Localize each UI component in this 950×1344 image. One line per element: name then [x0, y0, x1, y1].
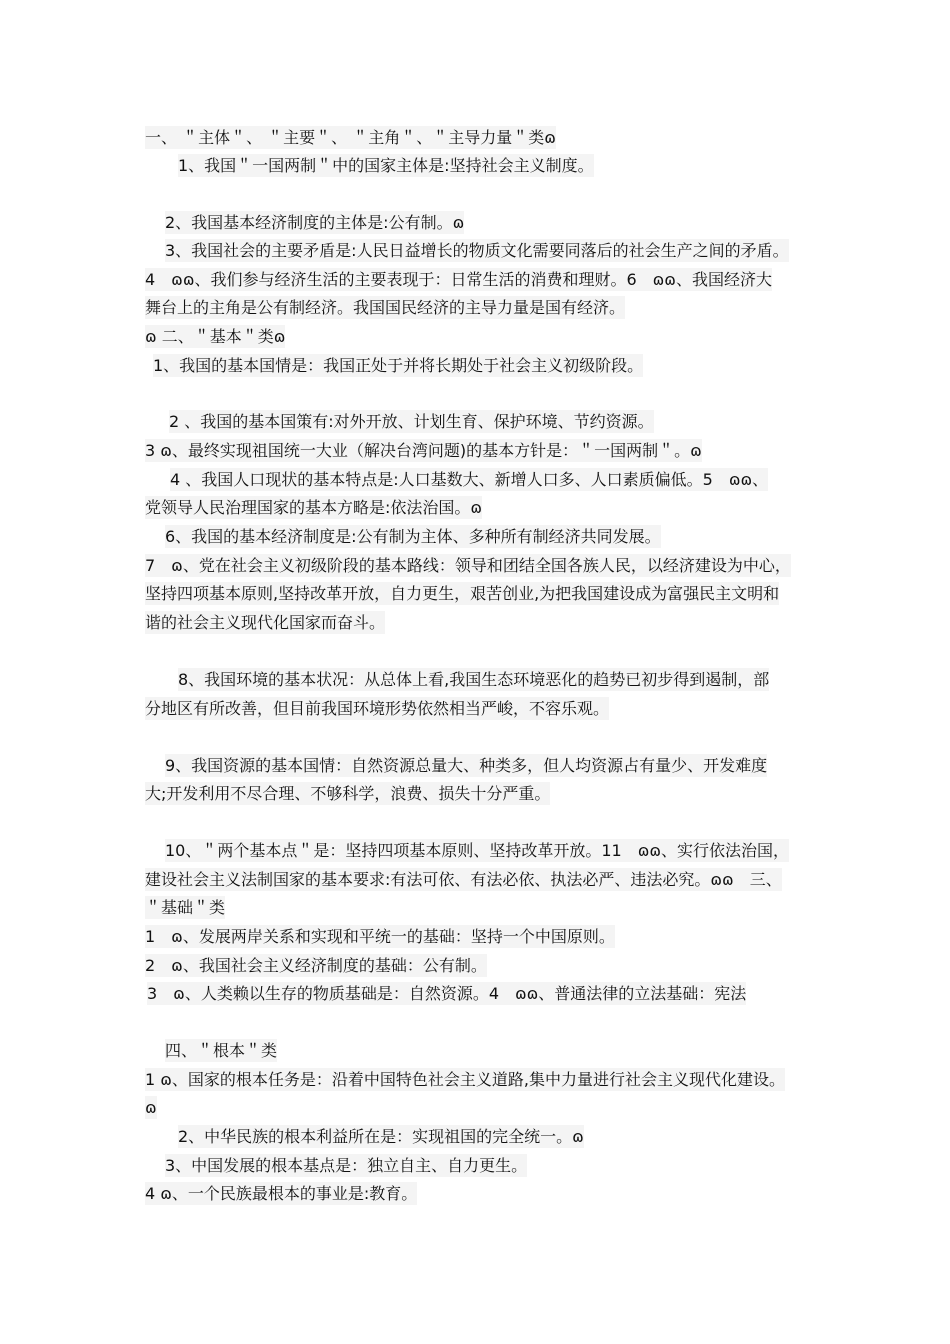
doc-line — [165, 240, 789, 262]
doc-line-text: 分地区有所改善，但目前我国环境形势依然相当严峻，不容乐观。 — [145, 699, 610, 718]
doc-line — [145, 926, 615, 948]
doc-line-text: 1、我国的基本国情是：我国正处于并将长期处于社会主义初级阶段。 — [153, 356, 644, 375]
doc-line — [165, 212, 464, 234]
doc-line — [145, 698, 609, 720]
doc-line-text: 9、我国资源的基本国情：自然资源总量大、种类多，但人均资源占有量少、开发难度 — [165, 756, 768, 775]
doc-line-text: 2 、我国的基本国策有:对外开放、计划生育、保护环境、节约资源。 — [169, 412, 654, 431]
doc-line — [178, 155, 594, 177]
doc-line-text: 3、我国社会的主要矛盾是:人民日益增长的物质文化需要同落后的社会生产之间的矛盾。 — [165, 241, 789, 260]
doc-line — [170, 469, 768, 491]
doc-line — [145, 555, 791, 577]
doc-line-text: 2、中华民族的根本利益所在是：实现祖国的完全统一。ɷ — [178, 1127, 584, 1146]
doc-line-text: ɷ 二、＂基本＂类ɷ — [145, 327, 286, 346]
doc-line — [165, 526, 661, 548]
doc-line-text: 大;开发利用不尽合理、不够科学，浪费、损失十分严重。 — [145, 784, 551, 803]
doc-line-text: 谐的社会主义现代化国家而奋斗。 — [145, 613, 386, 632]
doc-line — [145, 497, 482, 519]
doc-line-text: 建设社会主义法制国家的基本要求:有法可依、有法必依、执法必严、违法必究。ɷɷ 三、 — [145, 870, 782, 889]
doc-line — [145, 1183, 417, 1205]
doc-line-text: 坚持四项基本原则,坚持改革开放，自力更生，艰苦创业,为把我国建设成为富强民主文明和 — [145, 584, 780, 603]
doc-line — [178, 1126, 584, 1148]
doc-line — [145, 1069, 785, 1091]
doc-line — [178, 669, 769, 691]
doc-line — [145, 783, 550, 805]
doc-line-text: 四、＂根本＂类 — [165, 1041, 278, 1060]
doc-line-text: 党领导人民治理国家的基本方略是:依法治国。ɷ — [145, 498, 483, 517]
doc-line — [145, 326, 285, 348]
doc-line-text: 8、我国环境的基本状况：从总体上看,我国生态环境恶化的趋势已初步得到遏制，部 — [178, 670, 770, 689]
doc-line — [145, 897, 225, 919]
doc-line-text: 一、 ＂主体＂、 ＂主要＂、 ＂主角＂、＂主导力量＂类ɷ — [145, 128, 556, 147]
doc-line — [145, 583, 779, 605]
doc-line — [169, 411, 654, 433]
doc-line-text: 6、我国的基本经济制度是:公有制为主体、多种所有制经济共同发展。 — [165, 527, 661, 546]
doc-line-text: 1 ɷ、国家的根本任务是：沿着中国特色社会主义道路,集中力量进行社会主义现代化建设。 — [145, 1070, 786, 1089]
doc-line — [145, 869, 782, 891]
doc-line-text: 4 、我国人口现状的基本特点是:人口基数大、新增人口多、人口素质偏低。5 ɷɷ、 — [170, 470, 769, 489]
doc-line — [145, 1097, 157, 1119]
doc-line-text: 2 ɷ、我国社会主义经济制度的基础：公有制。 — [145, 956, 487, 975]
doc-line — [145, 269, 772, 291]
doc-line-text: 2、我国基本经济制度的主体是:公有制。ɷ — [165, 213, 465, 232]
doc-line-text: 3 ɷ、最终实现祖国统一大业（解决台湾问题)的基本方针是：＂一国两制＂。ɷ — [145, 441, 702, 460]
doc-line-text: 4 ɷ、一个民族最根本的事业是:教育。 — [145, 1184, 418, 1203]
doc-line — [145, 127, 556, 149]
doc-line-text: ＂基础＂类 — [145, 898, 226, 917]
doc-line — [153, 355, 643, 377]
doc-line — [165, 840, 789, 862]
doc-line — [145, 440, 702, 462]
doc-line — [165, 1155, 527, 1177]
doc-line-text: 3、中国发展的根本基点是：独立自主、自力更生。 — [165, 1156, 528, 1175]
doc-line — [165, 755, 767, 777]
doc-line — [145, 955, 487, 977]
doc-line — [145, 297, 625, 319]
doc-line-text: ɷ — [145, 1098, 157, 1117]
doc-line-text: 1 ɷ、发展两岸关系和实现和平统一的基础：坚持一个中国原则。 — [145, 927, 615, 946]
doc-line-text: 4 ɷɷ、我们参与经济生活的主要表现于：日常生活的消费和理财。6 ɷɷ、我国经济大 — [145, 270, 772, 289]
doc-line-text: 1、我国＂一国两制＂中的国家主体是:坚持社会主义制度。 — [178, 156, 594, 175]
doc-line-text: 7 ɷ、党在社会主义初级阶段的基本路线：领导和团结全国各族人民，以经济建设为中心， — [145, 556, 791, 575]
doc-line-text: 舞台上的主角是公有制经济。我国国民经济的主导力量是国有经济。 — [145, 298, 626, 317]
doc-line-text: 10、＂两个基本点＂是：坚持四项基本原则、坚持改革开放。11 ɷɷ、实行依法治国， — [165, 841, 790, 860]
doc-line — [147, 983, 746, 1005]
doc-line — [145, 612, 385, 634]
doc-line — [165, 1040, 277, 1062]
doc-line-text: 3 ɷ、人类赖以生存的物质基础是：自然资源。4 ɷɷ、普通法律的立法基础：宪法 — [147, 984, 747, 1003]
